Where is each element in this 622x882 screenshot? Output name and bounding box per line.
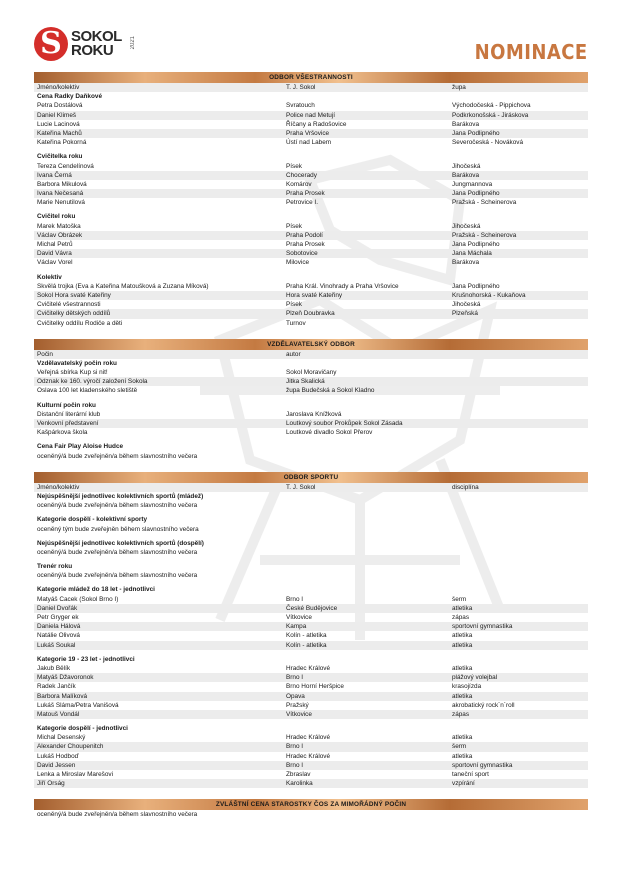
nominee-name: David Jessen bbox=[37, 761, 76, 769]
nominee-name: oceněný/á bude zveřejněn/a během slavnostního večera bbox=[37, 548, 198, 556]
table-row bbox=[34, 258, 588, 267]
region-or-discipline: atletika bbox=[452, 692, 473, 700]
section-heading: ODBOR SPORTU bbox=[34, 472, 588, 483]
table-row bbox=[34, 129, 588, 138]
region-or-discipline: zápas bbox=[452, 710, 470, 718]
category-heading bbox=[34, 442, 588, 451]
nominee-name: Václav Vorel bbox=[37, 259, 73, 267]
sokol-unit: Sobotovice bbox=[286, 250, 318, 258]
sokol-unit: Praha Prosek bbox=[286, 241, 325, 248]
region-or-discipline: Barákova bbox=[452, 171, 479, 179]
table-row bbox=[34, 752, 588, 761]
nominee-name: Daniel Dvořák bbox=[37, 604, 78, 612]
table-row bbox=[34, 120, 588, 129]
region-or-discipline: plážový volejbal bbox=[452, 674, 498, 682]
sokol-unit: župa Budečská a Sokol Kladno bbox=[286, 387, 375, 395]
nominations-document bbox=[34, 72, 588, 831]
nominee-name: Michal Petrů bbox=[37, 241, 73, 248]
sokol-unit: Loutkový soubor Prokůpek Sokol Zásada bbox=[286, 420, 403, 427]
nominee-name: Jiří Orság bbox=[37, 780, 65, 788]
table-row bbox=[34, 319, 588, 328]
nominee-name: Cvičitelky dětských oddílů bbox=[37, 310, 111, 318]
column-header: župa bbox=[452, 84, 466, 91]
region-or-discipline: šerm bbox=[452, 595, 467, 603]
category-heading bbox=[34, 724, 588, 733]
table-row bbox=[34, 525, 588, 534]
table-row bbox=[34, 410, 588, 419]
table-row bbox=[34, 692, 588, 701]
category-heading bbox=[34, 539, 588, 548]
sokol-unit: České Budějovice bbox=[286, 604, 338, 612]
table-row bbox=[34, 682, 588, 691]
column-header: Počin bbox=[37, 350, 53, 358]
sokol-unit: Praha Král. Vinohrady a Praha Vršovice bbox=[286, 282, 399, 290]
nominee-name: Marie Nenutilová bbox=[37, 199, 85, 207]
category-title: Kategorie 19 - 23 let - jednotlivci bbox=[37, 655, 135, 663]
section-heading: ODBOR VŠESTRANNOSTI bbox=[34, 72, 588, 83]
nominee-name: Natálie Olivová bbox=[37, 632, 80, 640]
logo-year: 2021 bbox=[130, 36, 136, 50]
nominee-name: oceněný tým bude zveřejněn během slavnostního večera bbox=[37, 525, 199, 533]
category-title: Cvičitel roku bbox=[37, 213, 76, 221]
table-row bbox=[34, 631, 588, 640]
table-row bbox=[34, 613, 588, 622]
category-heading bbox=[34, 273, 588, 282]
sokol-unit: Říčany a Radošovice bbox=[286, 120, 347, 128]
nominee-name: Václav Obrázek bbox=[37, 231, 83, 239]
region-or-discipline: Jungmannova bbox=[452, 180, 493, 188]
table-row bbox=[34, 231, 588, 240]
nominee-name: Matouš Vondál bbox=[37, 710, 80, 718]
table-row bbox=[34, 138, 588, 147]
sokol-roku-logo bbox=[34, 26, 122, 62]
nominee-name: Lukáš Soukal bbox=[37, 641, 76, 649]
table-row bbox=[34, 733, 588, 742]
nominee-name: Jakub Bělík bbox=[37, 664, 71, 672]
sokol-unit: Hradec Králové bbox=[286, 734, 331, 742]
category-title: Nejúspěšnější jednotlivec kolektivních sportů (dospělí) bbox=[37, 539, 204, 547]
table-row bbox=[34, 377, 588, 386]
sokol-unit: Hora svaté Kateřiny bbox=[286, 291, 343, 299]
category-heading bbox=[34, 401, 588, 410]
logo-line-1: SOKOL bbox=[71, 28, 122, 45]
table-row bbox=[34, 189, 588, 198]
region-or-discipline: vzpírání bbox=[452, 780, 475, 788]
sokol-unit: Svratouch bbox=[286, 102, 315, 110]
region-or-discipline: Jihočeská bbox=[452, 162, 481, 170]
region-or-discipline: Jihočeská bbox=[452, 222, 481, 230]
nominee-name: oceněný/á bude zveřejněn/a během slavnostního večera bbox=[37, 811, 198, 819]
sokol-emblem-icon: S bbox=[34, 27, 68, 61]
nominee-name: Barbora Mikulová bbox=[37, 180, 87, 188]
region-or-discipline: atletika bbox=[452, 604, 473, 612]
section-spacer bbox=[34, 825, 588, 831]
table-row bbox=[34, 282, 588, 291]
nominee-name: Barbora Malíková bbox=[37, 692, 88, 700]
table-row bbox=[34, 595, 588, 604]
region-or-discipline: zápas bbox=[452, 614, 470, 621]
category-heading bbox=[34, 585, 588, 594]
table-row bbox=[34, 452, 588, 461]
table-row bbox=[34, 240, 588, 249]
table-row bbox=[34, 198, 588, 207]
logo-line-2: ROKU bbox=[71, 42, 114, 59]
sokol-unit: Hradec Králové bbox=[286, 752, 331, 760]
category-title: Kolektiv bbox=[37, 273, 62, 281]
column-header: T. J. Sokol bbox=[286, 84, 316, 91]
nominee-name: Lukáš Sláma/Petra Vanišová bbox=[37, 701, 119, 709]
nominee-name: oceněný/á bude zveřejněn/a během slavnostního večera bbox=[37, 502, 198, 510]
region-or-discipline: atletika bbox=[452, 632, 473, 640]
category-title: Cena Radky Daňkové bbox=[37, 93, 102, 101]
table-row bbox=[34, 386, 588, 395]
nominee-name: Veřejná sbírka Kup si nit! bbox=[37, 369, 108, 377]
nominee-name: Skvělá trojka (Eva a Kateřina Matoušková a Zuzana Míková) bbox=[37, 282, 209, 290]
nominee-name: Petra Dostálová bbox=[37, 102, 83, 110]
column-header-row bbox=[34, 83, 588, 92]
sokol-unit: Vítkovice bbox=[286, 710, 312, 718]
category-title: Kategorie dospělí - jednotlivci bbox=[37, 725, 128, 733]
region-or-discipline: Jana Podlipného bbox=[452, 129, 500, 137]
sokol-unit: Praha Prosek bbox=[286, 190, 325, 198]
nominee-name: Oslava 100 let kladenského sletiště bbox=[37, 387, 138, 395]
sokol-unit: Milovice bbox=[286, 259, 310, 267]
section-heading: ZVLÁŠTNÍ CENA STAROSTKY ČOS ZA MIMOŘÁDNÝ POČIN bbox=[34, 799, 588, 810]
nominee-name: Cvičitelé všestrannosti bbox=[37, 301, 101, 309]
table-row bbox=[34, 742, 588, 751]
nominee-name: Kateřina Machů bbox=[37, 129, 82, 137]
column-header-row bbox=[34, 350, 588, 359]
category-heading bbox=[34, 152, 588, 161]
sokol-unit: Sokol Moravičany bbox=[286, 369, 337, 377]
nominee-name: Ivana Nečesaná bbox=[37, 190, 84, 198]
table-row bbox=[34, 779, 588, 788]
nominee-name: Kašpárkova škola bbox=[37, 429, 88, 437]
category-heading bbox=[34, 212, 588, 221]
table-row bbox=[34, 664, 588, 673]
sokol-unit: Praha Vršovice bbox=[286, 129, 330, 137]
category-heading bbox=[34, 92, 588, 101]
nominee-name: David Vávra bbox=[37, 250, 72, 258]
nominee-name: Kateřina Pokorná bbox=[37, 139, 87, 147]
region-or-discipline: sportovní gymnastika bbox=[452, 761, 513, 769]
region-or-discipline: akrobatický rock´n´roll bbox=[452, 701, 515, 709]
sokol-unit: Opava bbox=[286, 692, 305, 700]
sokol-unit: Brno I bbox=[286, 761, 304, 769]
region-or-discipline: taneční sport bbox=[452, 771, 489, 778]
nominee-name: Lukáš Hodboď bbox=[37, 752, 79, 760]
region-or-discipline: Východočeská - Pippichova bbox=[452, 102, 531, 110]
sokol-unit: Karolinka bbox=[286, 780, 313, 788]
column-header: Jméno/kolektiv bbox=[37, 483, 80, 491]
nominee-name: Lenka a Miroslav Marešovi bbox=[37, 771, 114, 778]
sokol-unit: Brno I bbox=[286, 595, 304, 603]
sokol-unit: Písek bbox=[286, 162, 302, 170]
column-header: Jméno/kolektiv bbox=[37, 84, 80, 91]
nominee-name: Distanční literární klub bbox=[37, 410, 101, 418]
table-row bbox=[34, 291, 588, 300]
nominee-name: Sokol Hora svaté Kateřiny bbox=[37, 291, 111, 299]
sokol-unit: Vítkovice bbox=[286, 614, 312, 621]
category-title: Cvičitelka roku bbox=[37, 153, 83, 161]
region-or-discipline: Plzeňská bbox=[452, 310, 478, 318]
table-row bbox=[34, 222, 588, 231]
region-or-discipline: Jana Podlipného bbox=[452, 282, 500, 290]
page-title: NOMINACE bbox=[474, 40, 588, 64]
table-row bbox=[34, 770, 588, 779]
nominee-name: oceněný/á bude zveřejněn/a během slavnostního večera bbox=[37, 572, 198, 580]
region-or-discipline: Pražská - Scheinerova bbox=[452, 231, 517, 239]
region-or-discipline: Barákova bbox=[452, 120, 479, 128]
sokol-unit: Jaroslava Knížková bbox=[286, 410, 342, 418]
table-row bbox=[34, 180, 588, 189]
nominee-name: Cvičitelky oddílu Rodiče a děti bbox=[37, 319, 123, 327]
table-row bbox=[34, 810, 588, 819]
sokol-unit: Turnov bbox=[286, 319, 306, 327]
table-row bbox=[34, 162, 588, 171]
category-title: Kategorie dospělí - kolektivní sporty bbox=[37, 516, 148, 524]
region-or-discipline: atletika bbox=[452, 664, 473, 672]
region-or-discipline: Severočeská - Nováková bbox=[452, 139, 524, 147]
nominee-name: Ivana Černá bbox=[37, 171, 72, 179]
column-header-row bbox=[34, 483, 588, 492]
nominee-name: Petr Gryger ek bbox=[37, 614, 79, 621]
sokol-unit: Komárov bbox=[286, 180, 312, 188]
region-or-discipline: krasojízda bbox=[452, 683, 482, 691]
nominee-name: Tereza Cendelínová bbox=[37, 162, 94, 170]
sokol-unit: Brno Horní Heršpice bbox=[286, 683, 344, 691]
sokol-unit: Kolín - atletika bbox=[286, 632, 327, 640]
region-or-discipline: Jana Podlipného bbox=[452, 190, 500, 198]
nominee-name: Lucie Lacinová bbox=[37, 120, 80, 128]
column-header: autor bbox=[286, 350, 301, 358]
category-heading bbox=[34, 562, 588, 571]
sokol-unit: Ústí nad Labem bbox=[286, 139, 332, 147]
nominee-name: oceněný/á bude zveřejněn/a během slavnostního večera bbox=[37, 452, 198, 460]
nominee-name: Odznak ke 160. výročí založení Sokola bbox=[37, 378, 148, 386]
nominee-name: Daniel Klimeš bbox=[37, 111, 77, 119]
table-row bbox=[34, 428, 588, 437]
table-row bbox=[34, 622, 588, 631]
sokol-unit: Loutkové divadlo Sokol Přerov bbox=[286, 429, 373, 437]
column-header: T. J. Sokol bbox=[286, 483, 316, 491]
region-or-discipline: šerm bbox=[452, 743, 467, 751]
table-row bbox=[34, 501, 588, 510]
sokol-unit: Písek bbox=[286, 222, 302, 230]
table-row bbox=[34, 368, 588, 377]
region-or-discipline: Krušnohorská - Kukaňova bbox=[452, 291, 526, 299]
category-heading bbox=[34, 655, 588, 664]
logo-wordmark bbox=[71, 30, 122, 58]
table-row bbox=[34, 710, 588, 719]
column-header: disciplína bbox=[452, 483, 479, 491]
nominee-name: Daniela Hálová bbox=[37, 623, 81, 631]
sokol-unit: Chocerady bbox=[286, 171, 317, 179]
nominee-name: Marek Matoška bbox=[37, 222, 81, 230]
category-title: Kulturní počin roku bbox=[37, 401, 96, 409]
sokol-unit: Jitka Skalická bbox=[286, 378, 325, 386]
sokol-unit: Praha Podolí bbox=[286, 231, 323, 239]
region-or-discipline: atletika bbox=[452, 734, 473, 742]
table-row bbox=[34, 101, 588, 110]
table-row bbox=[34, 111, 588, 120]
category-title: Cena Fair Play Aloise Hudce bbox=[37, 443, 124, 451]
table-row bbox=[34, 701, 588, 710]
table-row bbox=[34, 604, 588, 613]
sokol-unit: Brno I bbox=[286, 743, 304, 751]
table-row bbox=[34, 548, 588, 557]
sokol-unit: Plzeň Doubravka bbox=[286, 310, 335, 318]
region-or-discipline: Pražská - Scheinerova bbox=[452, 199, 517, 207]
table-row bbox=[34, 761, 588, 770]
table-row bbox=[34, 249, 588, 258]
nominee-name: Matyáš Džavoronok bbox=[37, 674, 94, 682]
category-heading bbox=[34, 515, 588, 524]
sokol-unit: Písek bbox=[286, 301, 302, 309]
region-or-discipline: Jihočeská bbox=[452, 301, 481, 309]
table-row bbox=[34, 673, 588, 682]
region-or-discipline: Jana Máchala bbox=[452, 250, 492, 258]
region-or-discipline: Podkrkonošská - Jiráskova bbox=[452, 111, 529, 119]
table-row bbox=[34, 571, 588, 580]
category-heading bbox=[34, 492, 588, 501]
table-row bbox=[34, 641, 588, 650]
nominee-name: Matyáš Cacek (Sokol Brno I) bbox=[37, 595, 119, 603]
category-title: Kategorie mládež do 18 let - jednotlivci bbox=[37, 586, 155, 594]
sokol-unit: Pražský bbox=[286, 701, 309, 709]
category-title: Vzdělavatelský počin roku bbox=[37, 359, 117, 367]
sokol-unit: Brno I bbox=[286, 674, 304, 682]
nominee-name: Alexander Choupenitch bbox=[37, 743, 104, 751]
sokol-unit: Kampa bbox=[286, 623, 307, 631]
sokol-unit: Kolín - atletika bbox=[286, 641, 327, 649]
region-or-discipline: atletika bbox=[452, 641, 473, 649]
region-or-discipline: sportovní gymnastika bbox=[452, 623, 513, 631]
sokol-unit: Petrovice I. bbox=[286, 199, 318, 207]
table-row bbox=[34, 171, 588, 180]
region-or-discipline: Jana Podlipného bbox=[452, 241, 500, 248]
sokol-unit: Hradec Králové bbox=[286, 664, 331, 672]
table-row bbox=[34, 300, 588, 309]
nominee-name: Michal Desenský bbox=[37, 734, 86, 742]
nominee-name: Radek Jančík bbox=[37, 683, 76, 691]
category-heading bbox=[34, 359, 588, 368]
category-title: Nejúspěšnější jednotlivec kolektivních sportů (mládež) bbox=[37, 492, 204, 500]
sokol-unit: Police nad Metují bbox=[286, 111, 336, 119]
sokol-unit: Zbraslav bbox=[286, 771, 311, 778]
category-title: Trenér roku bbox=[37, 563, 73, 571]
region-or-discipline: atletika bbox=[452, 752, 473, 760]
table-row bbox=[34, 419, 588, 428]
region-or-discipline: Barákova bbox=[452, 259, 479, 267]
nominee-name: Venkovní představení bbox=[37, 420, 99, 427]
section-heading: VZDĚLAVATELSKÝ ODBOR bbox=[34, 339, 588, 350]
table-row bbox=[34, 309, 588, 318]
